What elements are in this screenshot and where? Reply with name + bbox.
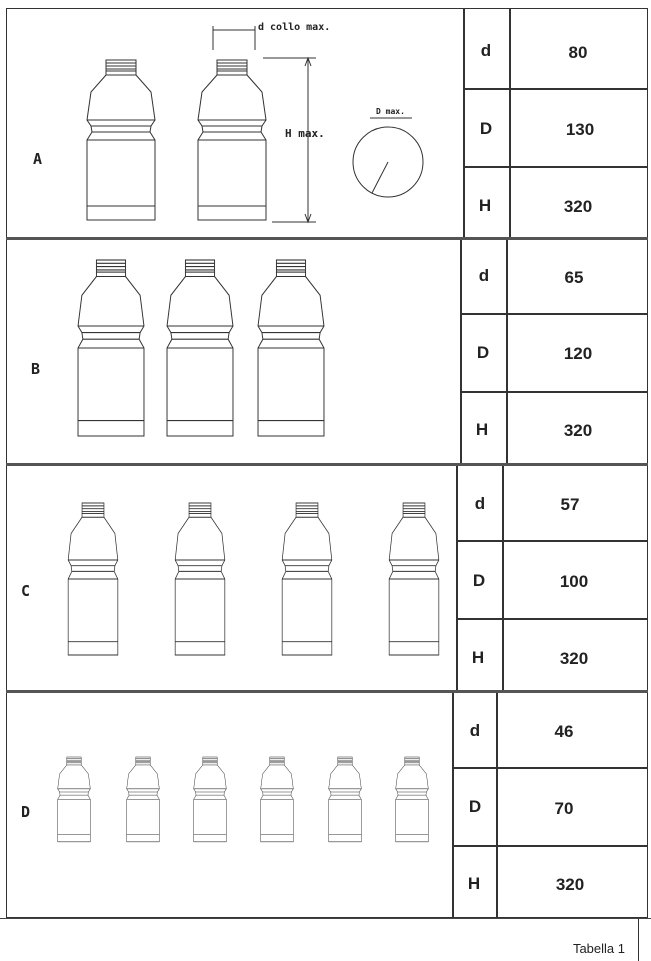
- bottle-c-1: [68, 503, 118, 655]
- bottle-d-2: [127, 757, 160, 842]
- value-neck-diameter: 65: [564, 268, 584, 287]
- bottle-d-5: [329, 757, 362, 842]
- value-body-diameter: 70: [554, 799, 574, 818]
- bottle-d-1: [58, 757, 91, 842]
- symbol-neck-diameter: d: [469, 721, 481, 740]
- bottle-a-1: [87, 60, 155, 220]
- bottle-d-3: [194, 757, 227, 842]
- bottle-d-4: [261, 757, 294, 842]
- value-body-diameter: 100: [559, 572, 589, 591]
- value-height: 320: [563, 197, 593, 216]
- bottle-b-2: [167, 260, 233, 436]
- row-label-b: B: [31, 360, 41, 378]
- symbol-body-diameter: D: [476, 343, 490, 362]
- bottle-a-2: [198, 60, 266, 220]
- value-height: 320: [555, 875, 585, 894]
- symbol-body-diameter: D: [479, 119, 493, 138]
- value-body-diameter: 120: [563, 344, 593, 363]
- value-neck-diameter: 46: [554, 722, 574, 741]
- bottle-c-3: [282, 503, 332, 655]
- value-height: 320: [559, 649, 589, 668]
- bottle-b-1: [78, 260, 144, 436]
- bottle-c-2: [175, 503, 225, 655]
- symbol-neck-diameter: d: [474, 494, 486, 513]
- bottle-b-3: [258, 260, 324, 436]
- value-neck-diameter: 57: [560, 495, 580, 514]
- footer-divider: [638, 919, 640, 961]
- value-height: 320: [563, 421, 593, 440]
- row-label-c: C: [21, 582, 31, 600]
- symbol-neck-diameter: d: [478, 266, 490, 285]
- table-caption: Tabella 1: [572, 941, 625, 956]
- neck-dimension-line: [213, 26, 255, 50]
- diameter-dimension-label: D max.: [376, 107, 405, 116]
- symbol-body-diameter: D: [472, 571, 486, 590]
- neck-dimension-label: d collo max.: [258, 22, 331, 33]
- bottle-c-4: [389, 503, 439, 655]
- bottle-d-6: [396, 757, 429, 842]
- symbol-height: H: [467, 874, 481, 893]
- value-body-diameter: 130: [565, 120, 595, 139]
- symbol-height: H: [475, 420, 489, 439]
- footer: [0, 918, 651, 960]
- symbol-neck-diameter: d: [480, 41, 492, 60]
- symbol-height: H: [478, 196, 492, 215]
- row-label-d: D: [21, 803, 31, 821]
- row-label-a: A: [33, 150, 43, 168]
- symbol-body-diameter: D: [468, 797, 482, 816]
- diameter-dimension-circle: [353, 118, 423, 197]
- height-dimension-label: H max.: [285, 127, 325, 140]
- height-dimension-line: [263, 58, 316, 222]
- value-neck-diameter: 80: [568, 43, 588, 62]
- symbol-height: H: [471, 648, 485, 667]
